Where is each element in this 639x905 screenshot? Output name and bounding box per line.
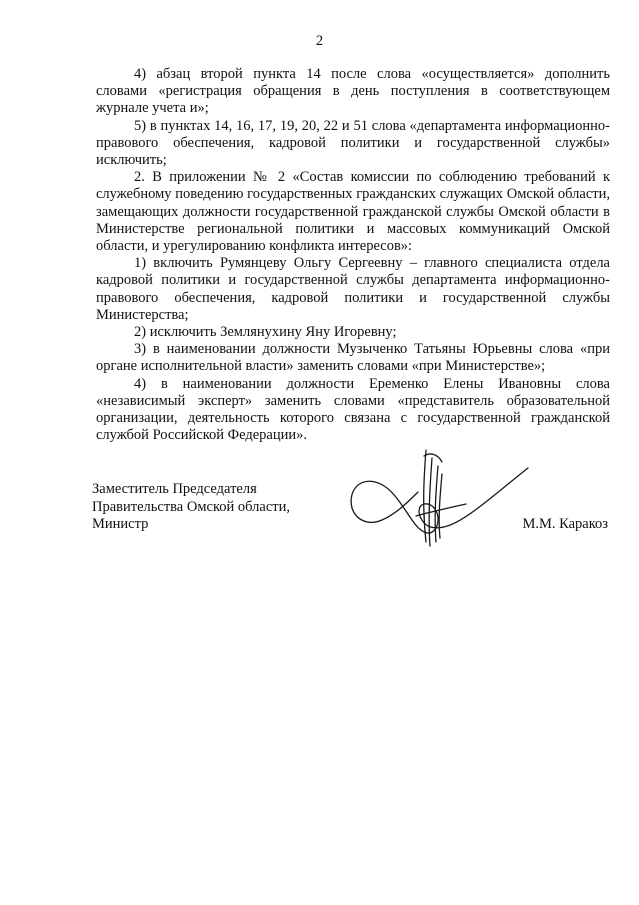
paragraph-exclude-member: 2) исключить Землянухину Яну Игоревну;: [134, 324, 397, 341]
signatory-title-line-3: Министр: [92, 516, 149, 532]
signatory-title: [92, 481, 290, 534]
document-body: [96, 66, 610, 444]
signatory-name: М.М. Каракоз: [522, 516, 608, 532]
paragraph-rename-position-4: 4) в наименовании должности Еременко Елены Ивановны слова «независимый эксперт» заменить словами «представитель образовательной организации, деятельность которого связана с государственной гражданской службой Российской Федерации».: [96, 375, 610, 444]
paragraph-include-member: 1) включить Румянцеву Ольгу Сергеевну – главного специалиста отдела кадровой политики и государственной службы департамента информационно-правового обеспечения, кадровой политики и государственной службы Министерства;: [96, 255, 610, 323]
paragraph-appendix-2: 2. В приложении № 2 «Состав комиссии по соблюдению требований к служебному поведению государственных гражданских служащих Омской области, замещающих должности государственной гражданской службы Омской области в Министерстве региональной политики и массовых коммуникаций Омской области, и урегулированию конфликта интересов»:: [96, 169, 610, 255]
signatory-title-line-1: Заместитель Председателя: [92, 481, 257, 497]
paragraph-rename-position-3: 3) в наименовании должности Музыченко Татьяны Юрьевны слова «при органе исполнительной власти» заменить словами «при Министерстве»;: [96, 341, 610, 375]
paragraph-item-4-amendment: 4) абзац второй пункта 14 после слова «осуществляется» дополнить словами «регистрация обращения в день поступления в соответствующем журнале учета и»;: [96, 66, 610, 117]
handwritten-signature: [330, 446, 540, 556]
page-number: 2: [315, 33, 324, 49]
signatory-title-line-2: Правительства Омской области,: [92, 498, 290, 515]
paragraph-item-5-amendment: 5) в пунктах 14, 16, 17, 19, 20, 22 и 51 слова «департамента информационно-правового обеспечения, кадровой политики и государственной службы» исключить;: [96, 117, 610, 169]
